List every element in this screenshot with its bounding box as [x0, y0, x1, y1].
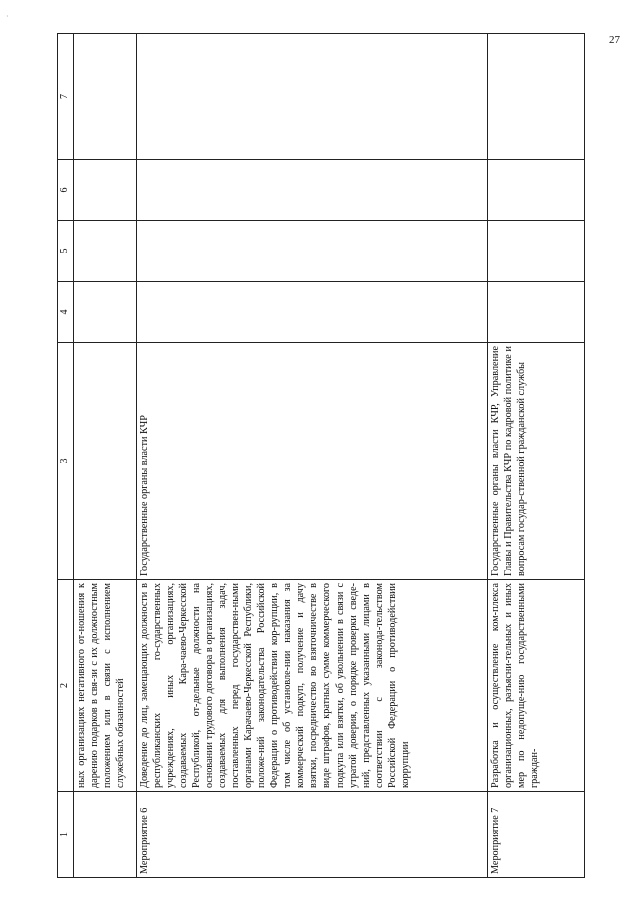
cell-col-5	[487, 221, 584, 282]
measure-executor: Государственные органы власти КЧР	[136, 343, 487, 580]
cell-col-6	[487, 160, 584, 221]
cell-col-7	[136, 34, 487, 160]
measure-id	[73, 792, 136, 878]
header-col-1: 1	[58, 792, 74, 878]
table-row	[136, 34, 487, 878]
rotated-table-container	[57, 33, 585, 878]
measure-description: ных организациях негативного от-ношения к дарению подарков в свя-зи с их должностным положением или в связи с исполнением служебных обязанностей	[73, 580, 136, 792]
header-col-4: 4	[58, 282, 74, 343]
measure-id: Мероприятие 7	[487, 792, 584, 878]
table-row	[487, 34, 584, 878]
cell-col-4	[73, 282, 136, 343]
cell-col-6	[73, 160, 136, 221]
measure-id: Мероприятие 6	[136, 792, 487, 878]
page-number: 27	[609, 34, 620, 46]
cell-col-4	[136, 282, 487, 343]
header-col-2: 2	[58, 580, 74, 792]
measures-table	[57, 33, 585, 878]
measure-description: Разработка и осуществление ком-плекса организационных, разъясни-тельных и иных мер по недопуще-нию государственными граждан-	[487, 580, 584, 792]
cell-col-5	[136, 221, 487, 282]
cell-col-4	[487, 282, 584, 343]
measure-executor: Государственные органы власти КЧР, Управление Главы и Правительства КЧР по кадровой политике и вопросам государ-ственной гражданской службы	[487, 343, 584, 580]
cell-col-5	[73, 221, 136, 282]
header-col-5: 5	[58, 221, 74, 282]
measure-description: Доведение до лиц, замещающих должности в республиканских го-сударственных учреждениях, иных организациях, создаваемых Кара-чаево-Черкесской Республикой, от-дельные должности на основании трудового договора в организациях, создаваемых для выполнения задач, поставленных перед государствен-ными органами Карачаево-Черкесской Республики, положе-ний законодательства Российской Федерации о противодействии кор-рупции, в том числе об установле-нии наказания за коммерческий подкуп, получение и дачу взятки, посредничество во взяточничестве в виде штрафов, кратных сумме коммерческого подкупа или взятки, об увольнении в связи с утратой доверия, о порядке проверки сведе-ний, представленных указанными лицами в соответствии с законода-тельством Российской Федерации о противодействии коррупции	[136, 580, 487, 792]
header-col-7: 7	[58, 34, 74, 160]
table-row	[73, 34, 136, 878]
header-col-6: 6	[58, 160, 74, 221]
scan-margin-mark: ·	[6, 12, 9, 21]
cell-col-6	[136, 160, 487, 221]
cell-col-7	[73, 34, 136, 160]
measure-executor	[73, 343, 136, 580]
table-header-row	[58, 34, 74, 878]
cell-col-7	[487, 34, 584, 160]
header-col-3: 3	[58, 343, 74, 580]
